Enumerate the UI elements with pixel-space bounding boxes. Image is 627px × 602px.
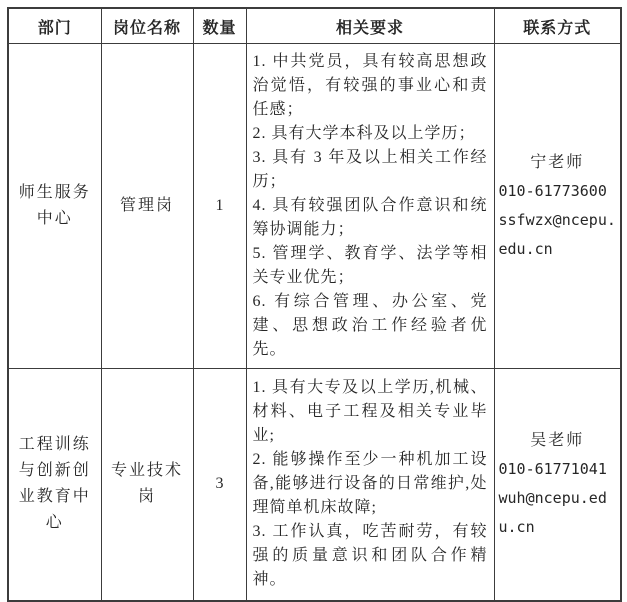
requirement-item: 4. 具有较强团队合作意识和统筹协调能力； xyxy=(252,197,488,238)
requirement-item: 2. 具有大学本科及以上学历； xyxy=(252,125,476,142)
count-cell: 3 xyxy=(193,369,246,601)
requirements-cell xyxy=(246,44,494,369)
department-cell: 工程训练与创新创业教育中心 xyxy=(8,369,101,601)
requirement-item: 3. 具有 3 年及以上相关工作经历； xyxy=(252,149,488,190)
contact-cell xyxy=(494,44,621,369)
requirements-cell xyxy=(246,369,494,601)
header-cell-requirements: 相关要求 xyxy=(246,8,494,44)
contact-name: 吴老师 xyxy=(530,432,585,450)
header-cell-position-name: 岗位名称 xyxy=(101,8,193,44)
header-cell-contact: 联系方式 xyxy=(494,8,621,44)
contact-cell xyxy=(494,369,621,601)
requirement-item: 2. 能够操作至少一种机加工设备,能够进行设备的日常维护,处理简单机床故障; xyxy=(252,451,488,517)
table-header-row xyxy=(8,8,621,44)
header-cell-count: 数量 xyxy=(193,8,246,44)
contact-phone: 010-61771041 xyxy=(498,460,607,479)
requirement-item: 6. 有综合管理、办公室、党建、思想政治工作经验者优先。 xyxy=(252,293,488,358)
contact-phone: 010-61773600 xyxy=(498,182,607,200)
requirement-item: 1. 中共党员，具有较高思想政治觉悟，有较强的事业心和责任感； xyxy=(252,53,488,118)
contact-email: ssfwzx@ncepu.edu.cn xyxy=(498,211,616,258)
recruitment-table xyxy=(7,7,622,602)
contact-name: 宁老师 xyxy=(530,154,585,171)
table-row xyxy=(8,369,621,601)
position-cell: 管理岗 xyxy=(101,44,193,369)
table-row xyxy=(8,44,621,369)
requirement-item: 3. 工作认真，吃苦耐劳，有较强的质量意识和团队合作精神。 xyxy=(252,523,488,589)
department-cell: 师生服务中心 xyxy=(8,44,101,369)
requirement-item: 5. 管理学、教育学、法学等相关专业优先； xyxy=(252,245,488,286)
requirement-item: 1. 具有大专及以上学历,机械、材料、电子工程及相关专业毕业; xyxy=(252,379,488,445)
count-cell: 1 xyxy=(193,44,246,369)
contact-email: wuh@ncepu.edu.cn xyxy=(498,489,607,537)
position-cell: 专业技术岗 xyxy=(101,369,193,601)
header-cell-department: 部门 xyxy=(8,8,101,44)
